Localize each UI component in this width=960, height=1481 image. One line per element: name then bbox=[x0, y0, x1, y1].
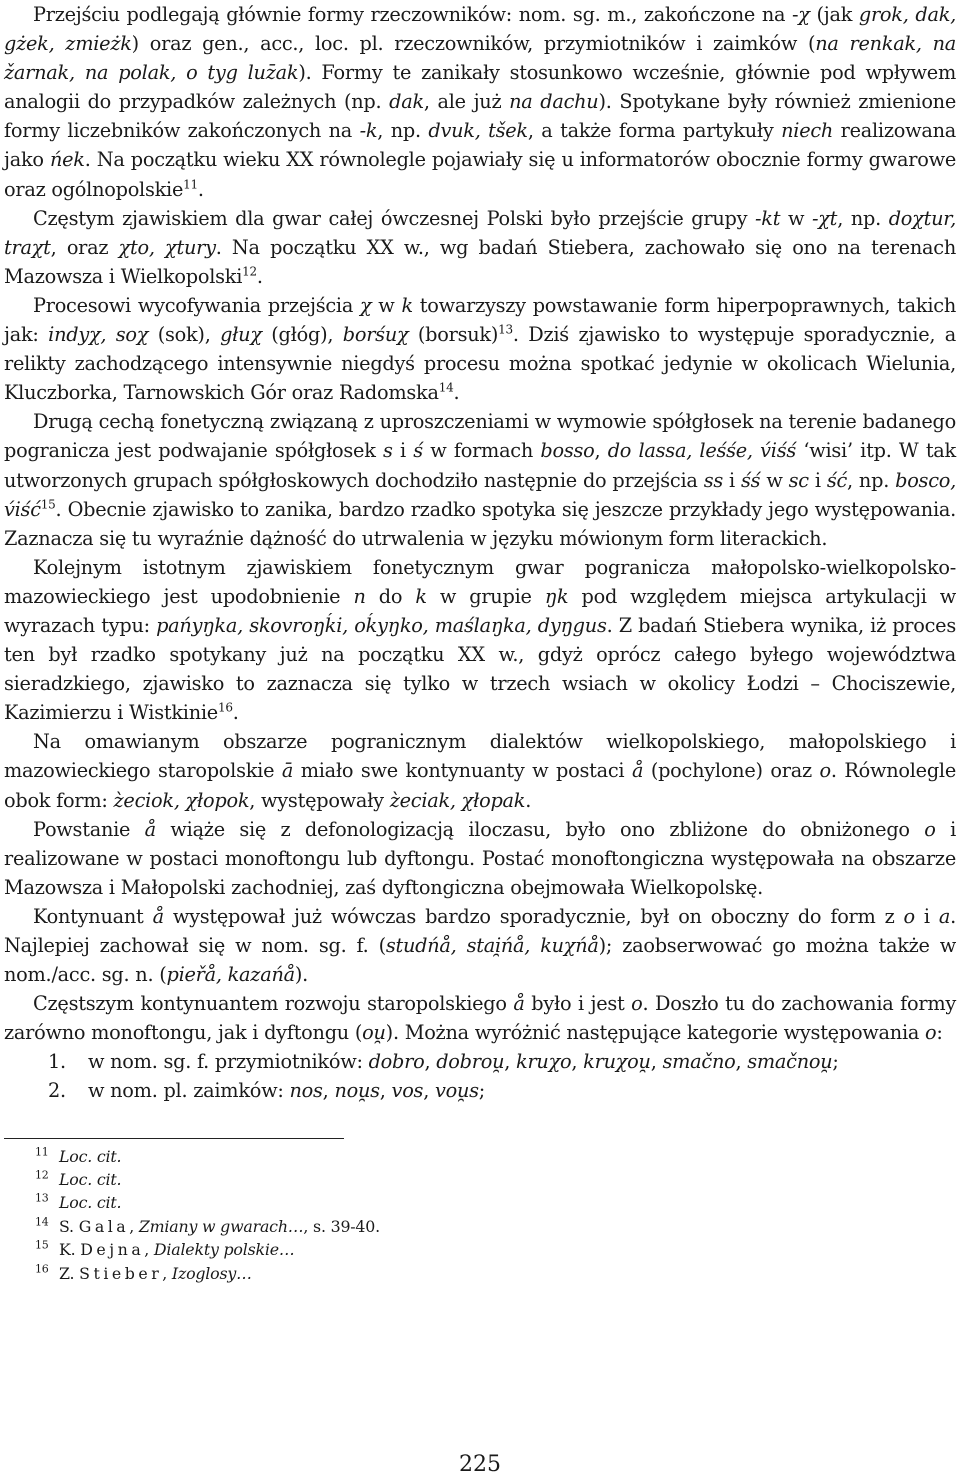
footnote-12: $^{12}$ Loc. cit. bbox=[35, 1168, 122, 1189]
paragraph-4: Drugą cechą fonetyczną związaną z uproszczeniami w wymowie spółgłosek na terenie badanego pogranicza jest podwajanie spółgłosek s i ś w formach bosso, do lassa, leśśe, v́iśś ‘wisi’ itp. W tak utworzonych grupach spółgłoskowych dochodziło następnie do przejścia ss i śś w sc i ść, np. bosco, v́iść$^{15}$. Obecnie zjawisko to zanika, bardzo rzadko spotyka się jeszcze przykłady jego występowania. Zaznacza się tu wyraźnie dążność do utrwalenia w języku mówionym form literackich. bbox=[4, 410, 956, 550]
footnote-13: $^{13}$ Loc. cit. bbox=[35, 1192, 122, 1213]
paragraph-6: Na omawianym obszarze pogranicznym dialektów wielkopolskiego, małopolskiego i mazowieckiego staropolskie ā miało swe kontynuanty w postaci å (pochylone) oraz o. Równolegle obok form: z̀eciok, χłopok, występowały z̀eciak, χłopak. bbox=[4, 730, 956, 812]
list-item: 2. w nom. pl. zaimków: nos, nou̯s, vos, vou̯s; bbox=[48, 1079, 486, 1103]
paragraph-5: Kolejnym istotnym zjawiskiem fonetycznym gwar pogranicza małopolsko-wielkopolsko-mazowieckiego jest upodobnienie n do k w grupie ŋk pod względem miejsca artykulacji w wyrazach typu: pańyŋka, skovroŋḱi, oḱyŋko, maślaŋka, dyŋgus. Z badań Stiebera wynika, iż proces ten był rzadko spotykany już na początku XX w., gdyż oprócz całego byłego województwa sieradzkiego, zjawisko to zaznacza się tylko w trzech wsiach w okolicy Łodzi – Chociszewie, Kazimierzu i Wistkinie$^{16}$. bbox=[4, 555, 956, 725]
footnote-ref-13[interactable]: 13 bbox=[498, 322, 513, 337]
footnote-16: $^{16}$ Z. Stieber, Izoglosy… bbox=[35, 1262, 252, 1283]
paragraph-2: Częstym zjawiskiem dla gwar całej ówczesnej Polski było przejście grupy -kt w -χt, np. doχtur, traχt, oraz χto, χtury. Na początku XX w., wg badań Stiebera, zachowało się ono na terenach Mazowsza i Wielkopolski$^{12}$. bbox=[4, 206, 956, 288]
paragraph-8: Kontynuant å występował już wówczas bardzo sporadycznie, był on oboczny do form z o i a. Najlepiej zachował się w nom. sg. f. (studńå, stai̯ńå, kuχńå); zaobserwować go można także w nom./acc. sg. n. (pieřå, kazańå). bbox=[4, 904, 956, 987]
list-item: 1. w nom. sg. f. przymiotników: dobro, dobrou̯, kruχo, kruχou̯, smačno, smačnou̯; bbox=[48, 1050, 839, 1074]
footnote-14: $^{14}$ S. Gala, Zmiany w gwarach…, s. 39-40. bbox=[35, 1215, 380, 1236]
document-page bbox=[4, 0, 956, 1285]
page-number: 225 bbox=[459, 1452, 501, 1477]
paragraph-3: Procesowi wycofywania przejścia χ w k towarzyszy powstawanie form hiperpoprawnych, takich jak: indyχ, soχ (sok), głuχ (głóg), borśuχ (borsuk)$^{13}$. Dziś zjawisko to występuje sporadycznie, a relikty zachodzącego intensywnie niegdyś procesu można spotkać jedynie w okolicach Wielunia, Kluczborka, Tarnowskich Gór oraz Radomska$^{14}$. bbox=[4, 293, 956, 405]
paragraph-1: Przejściu podlegają głównie formy rzeczowników: nom. sg. m., zakończone na -χ (jak grok, dak, gżek, zmieżk) oraz gen., acc., loc. pl. rzeczowników, przymiotników i zaimków (na renkak, na žarnak, na polak, o tyg luz̄ak). Formy te zanikały stosunkowo wcześnie, głównie pod wpływem analogii do przypadków zależnych (np. dak, ale już na dachu). Spotykane były również zmienione formy liczebników zakończonych na -k, np. dvuk, tšek, a także forma partykuły niech realizowana jako ńek. Na początku wieku XX równolegle pojawiały się u informatorów obocznie formy gwarowe oraz ogólnopolskie$^{11}$. bbox=[4, 3, 957, 201]
footnote-15: $^{15}$ K. Dejna, Dialekty polskie… bbox=[35, 1238, 295, 1260]
footnote-11: $^{11}$ Loc. cit. bbox=[35, 1145, 122, 1166]
paragraph-7: Powstanie å wiąże się z defonologizacją iloczasu, było ono zbliżone do obniżonego o i realizowane w postaci monoftongu lub dyftongu. Postać monoftongiczna występowała na obszarze Mazowsza i Małopolski zachodniej, zaś dyftongiczna obejmowała Wielkopolskę. bbox=[4, 817, 956, 899]
paragraph-9: Częstszym kontynuantem rozwoju staropolskiego å było i jest o. Doszło tu do zachowania formy zarówno monoftongu, jak i dyftongu (ou̯). Można wyróżnić następujące kategorie występowania o: bbox=[4, 992, 956, 1045]
category-list bbox=[4, 1047, 956, 1105]
footnote-separator bbox=[4, 1138, 344, 1139]
footnote-ref-14[interactable]: 14 bbox=[438, 380, 454, 395]
footnote-ref-16[interactable]: 16 bbox=[217, 700, 233, 715]
body-text bbox=[4, 0, 956, 1106]
footnote-ref-15[interactable]: 15 bbox=[40, 497, 56, 512]
footnote-ref-12[interactable]: 12 bbox=[242, 264, 257, 279]
footnote-ref-11[interactable]: 11 bbox=[183, 177, 198, 192]
footnotes bbox=[4, 1145, 956, 1285]
